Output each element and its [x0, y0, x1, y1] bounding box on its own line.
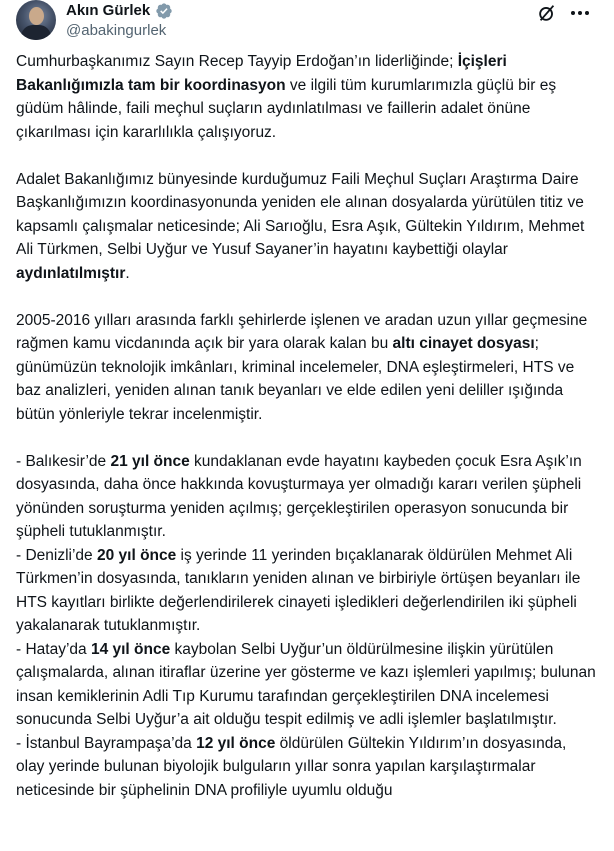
author-name[interactable]: Akın Gürlek: [66, 2, 151, 19]
avatar[interactable]: [16, 0, 56, 40]
paragraph-2: Adalet Bakanlığımız bünyesinde kurduğumuz Faili Meçhul Suçları Araştırma Daire Başkanlığımızın koordinasyonunda yeniden ele alınan dosyalarda yürütülen titiz ve kapsamlı çalışmalar neticesinde; Ali Sarıoğlu, Esra Aşık, Gültekin Yıldırım, Mehmet Ali Türkmen, Selbi Uyğur ve Yusuf Sayaner’in hayatını kaybettiği olaylar aydınlatılmıştır.: [16, 170, 585, 282]
grok-icon[interactable]: [536, 2, 558, 24]
avatar-face: [29, 7, 44, 25]
paragraph-1: Cumhurbaşkanımız Sayın Recep Tayyip Erdoğan’ın liderliğinde; İçişleri Bakanlığımızla tam bir koordinasyon ve ilgili tüm kurumlarımızla güçlü bir eş güdüm hâlinde, faili meçhul suçların aydınlatılması ve faillerin adalet önüne çıkarılması için kararlılıkla çalışıyoruz.: [16, 53, 557, 141]
list-item: - Denizli’de 20 yıl önce iş yerinde 11 yerinden bıçaklanarak öldürülen Mehmet Ali Türkmen’in dosyasında, tanıkların yeniden alınan ve birbiriyle örtüşen beyanları ile HTS kayıtları birlikte değerlendirilerek cinayeti işledikleri değerlendirilen iki şüpheli yakalanarak tutuklanmıştır.: [16, 546, 581, 634]
avatar-suit: [21, 25, 51, 40]
list-item: - Hatay’da 14 yıl önce kaybolan Selbi Uyğur’un öldürülmesine ilişkin yürütülen çalışmalarda, alınan itiraflar üzerine yer gösterme ve kazı işlemleri yapılmış; bulunan insan kemiklerinin Adli Tıp Kurumu tarafından gerçekleştirilen DNA incelemesi sonucunda Selbi Uyğur’a ait olduğu tespit edilmiş ve adli işlemler başlatılmıştır.: [16, 640, 596, 728]
list-item: - İstanbul Bayrampaşa’da 12 yıl önce öldürülen Gültekin Yıldırım’ın dosyasında, olay yerinde bulunan biyolojik bulguların yıllar sonra yapılan karşılaştırmalar neticesinde bir şüphelinin DNA profiliyle uyumlu olduğu: [16, 734, 567, 799]
list-item: - Balıkesir’de 21 yıl önce kundaklanan evde hayatını kaybeden çocuk Esra Aşık’ın dosyasında, daha önce hakkında kovuşturmaya yer olmadığı kararı verilen şüpheli yönünden soruşturma yeniden açılmış; gerçekleştirilen operasyon sonucunda bir şüpheli tutuklanmıştır.: [16, 452, 582, 540]
post-header: [0, 0, 614, 48]
more-options-icon[interactable]: [566, 2, 594, 24]
author-handle[interactable]: @abakingurlek: [66, 22, 167, 39]
paragraph-3: 2005-2016 yılları arasında farklı şehirlerde işlenen ve aradan uzun yıllar geçmesine rağmen kamu vicdanında açık bir yara olarak kalan bu altı cinayet dosyası; günümüzün teknolojik imkânları, kriminal incelemeler, DNA eşleştirmeleri, HTS ve baz analizleri, yeniden alınan tanık beyanları ve elde edilen yeni deliller ışığında bütün yönleriyle tekrar incelenmiştir.: [16, 311, 588, 423]
verified-badge-icon[interactable]: [155, 2, 173, 20]
post-text: [16, 50, 596, 802]
